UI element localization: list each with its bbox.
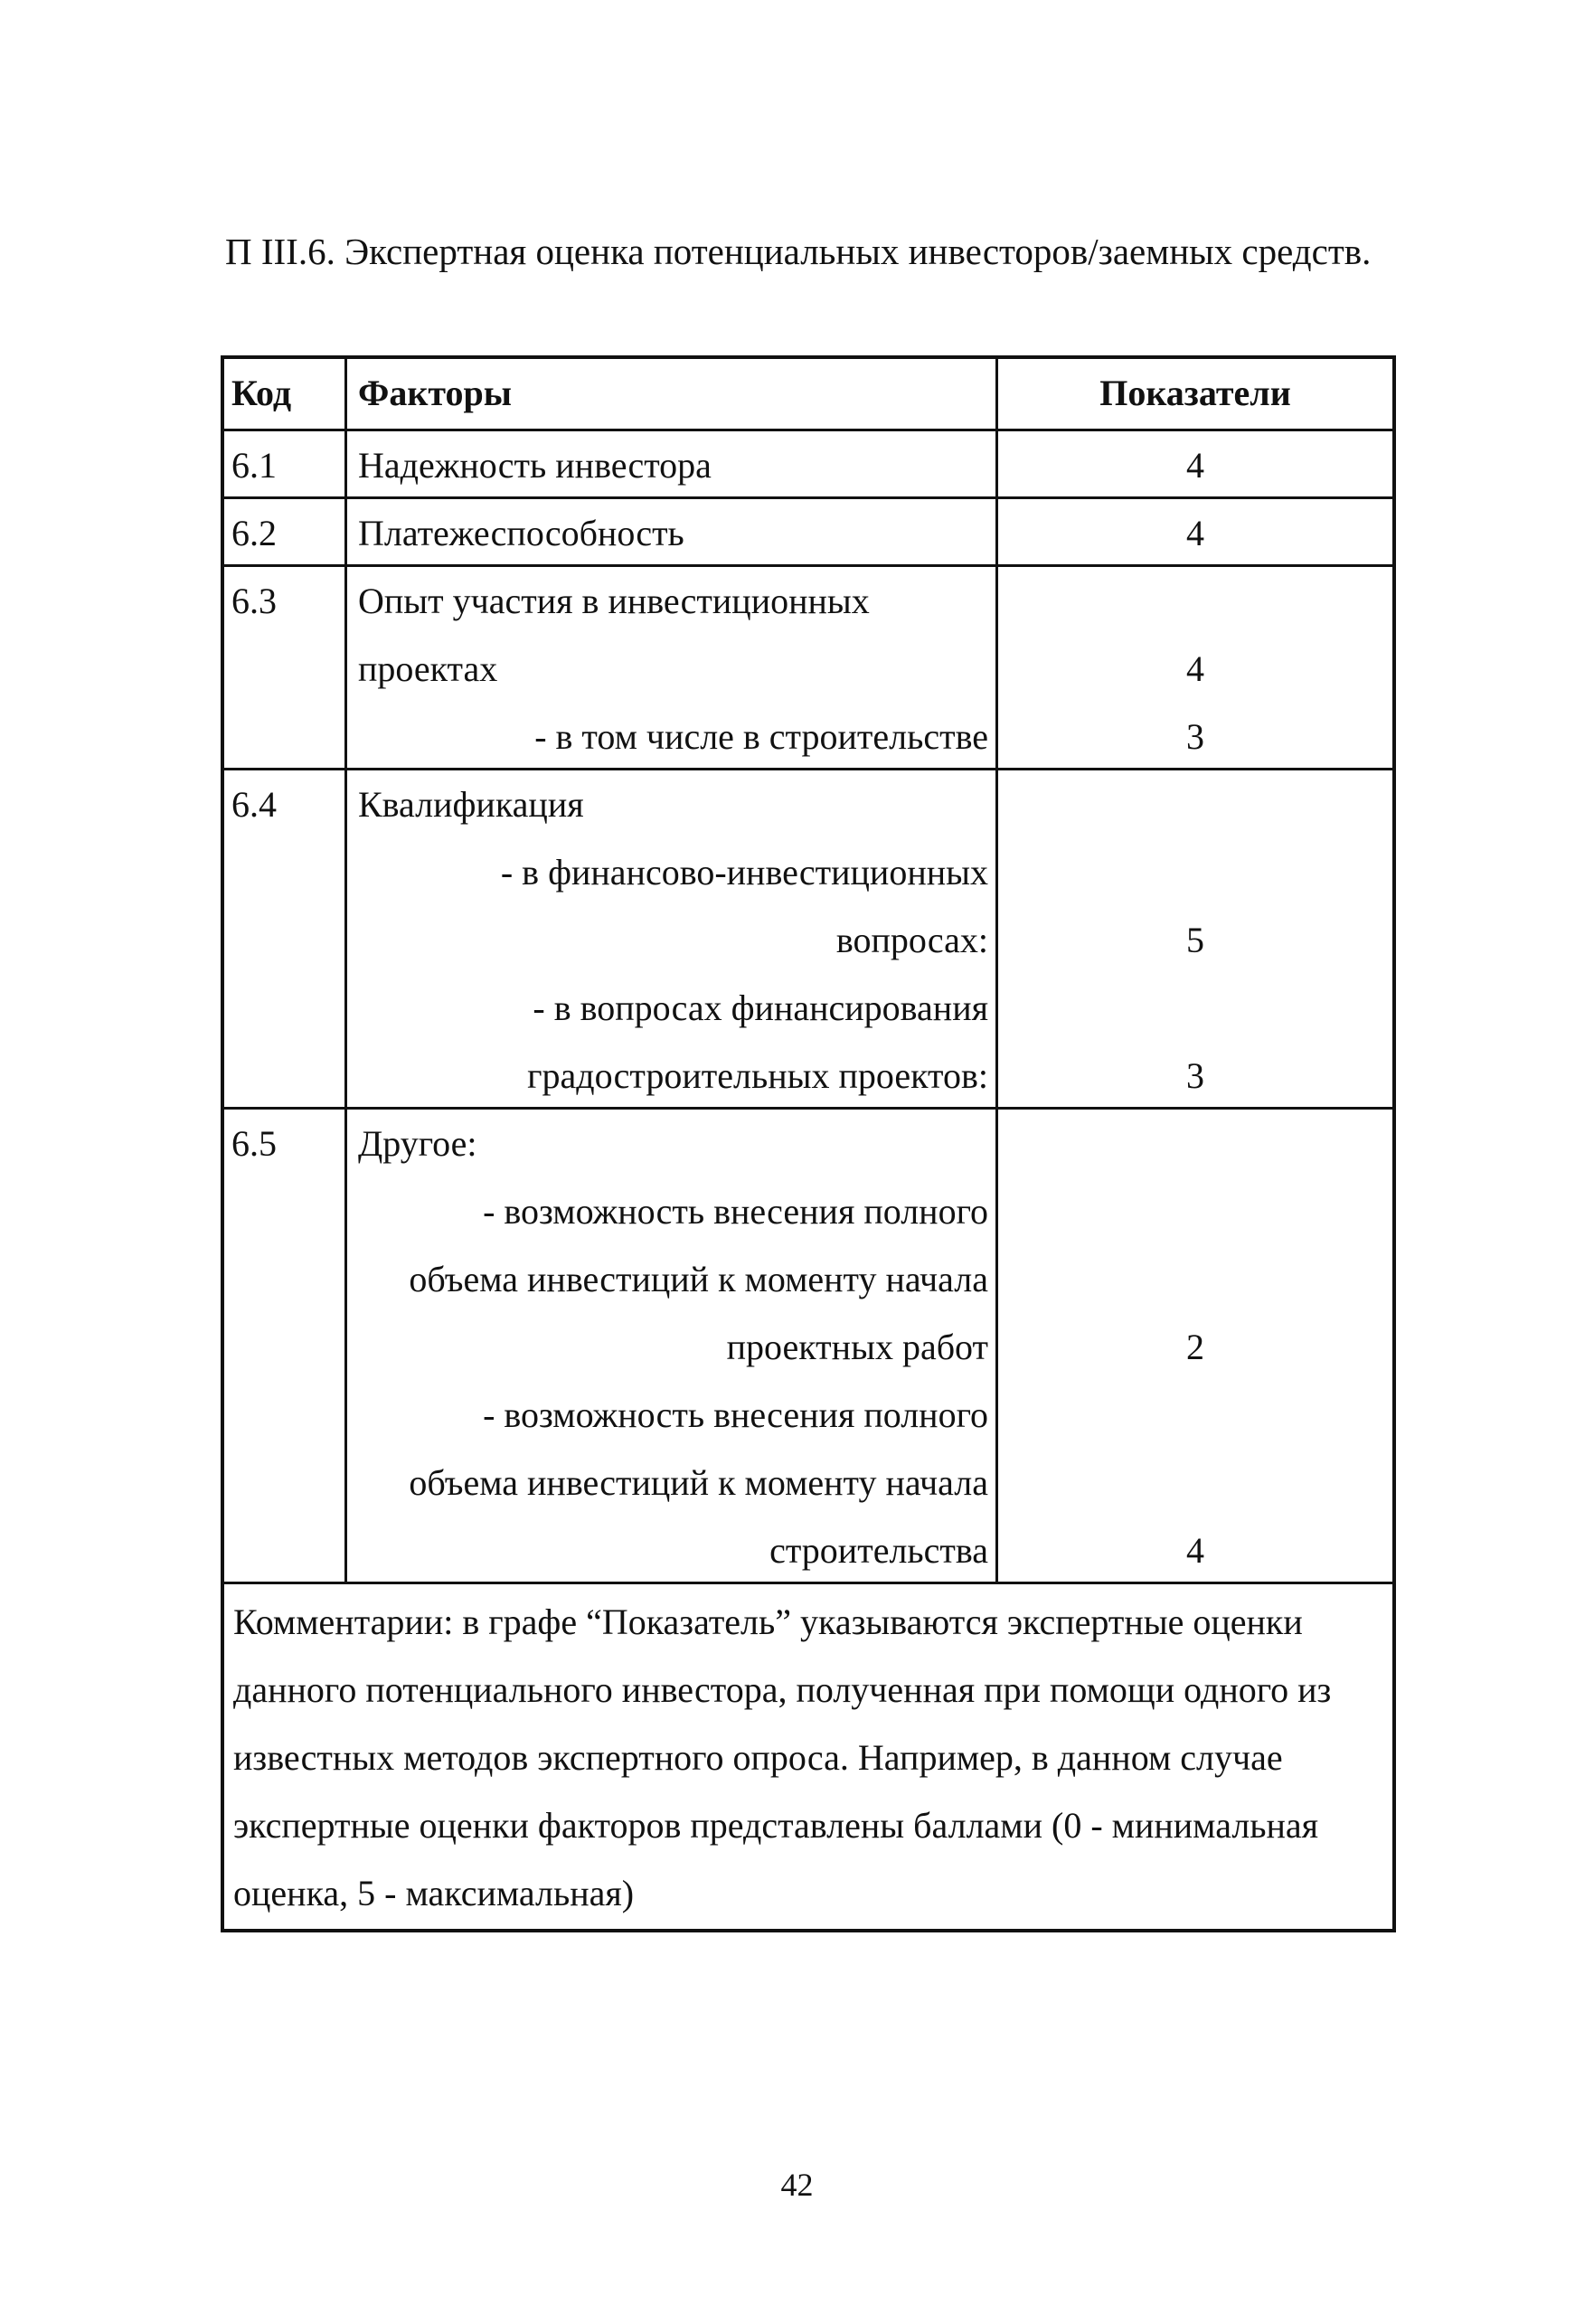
table-row	[224, 431, 1392, 499]
factor-line: Квалификация	[358, 784, 584, 825]
row-factor	[347, 770, 998, 1107]
factor-subline: строительства	[769, 1530, 988, 1571]
factor-subline: - возможность внесения полного	[483, 1394, 988, 1435]
factor-line: Опыт участия в инвестиционных	[358, 581, 870, 621]
score-value: 3	[1186, 716, 1204, 757]
factor-subline: - возможность внесения полного	[483, 1191, 988, 1232]
score-value	[998, 974, 1392, 1042]
table-row	[224, 770, 1392, 1110]
factor-subline: - в вопросах финансирования	[533, 987, 988, 1028]
comment-row	[224, 1584, 1392, 1929]
row-factor	[347, 567, 998, 768]
score-value: 2	[1186, 1327, 1204, 1367]
row-score	[998, 499, 1392, 564]
factor-subline: проектных работ	[726, 1327, 988, 1367]
comment-line: экспертные оценки факторов представлены баллами (0 - минимальная	[233, 1805, 1319, 1846]
score-value	[998, 1381, 1392, 1449]
comment-line: оценка, 5 - максимальная)	[233, 1873, 635, 1913]
score-value	[998, 838, 1392, 906]
score-value: 5	[1186, 920, 1204, 960]
factor-line: проектах	[358, 648, 498, 689]
table-row	[224, 567, 1392, 770]
factor-subline: градостроительных проектов:	[527, 1055, 988, 1096]
table-row	[224, 1110, 1392, 1584]
row-factor	[347, 431, 998, 496]
factor-subline: вопросах:	[835, 920, 988, 960]
investor-assessment-table	[221, 355, 1396, 1932]
factor-line: Другое:	[358, 1123, 477, 1164]
score-value: 4	[1186, 648, 1204, 689]
comment-line: Комментарии: в графе “Показатель” указываются экспертные оценки	[233, 1601, 1303, 1642]
score-value: 4	[1186, 1530, 1204, 1571]
factor-subline: - в том числе в строительстве	[534, 716, 988, 757]
score-value	[998, 1110, 1392, 1177]
page-title: П III.6. Экспертная оценка потенциальных инвесторов/заемных средств.	[225, 231, 1372, 272]
comment-line: известных методов экспертного опроса. Например, в данном случае	[233, 1737, 1283, 1778]
header-code: Код	[224, 359, 347, 429]
header-factors: Факторы	[347, 359, 998, 429]
row-factor	[347, 499, 998, 564]
row-code: 6.3	[224, 567, 347, 768]
comment-text	[224, 1584, 1392, 1929]
score-value: 3	[1186, 1055, 1204, 1096]
row-code: 6.2	[224, 499, 347, 564]
row-score	[998, 567, 1392, 768]
comment-line: данного потенциального инвестора, полученная при помощи одного из	[233, 1669, 1332, 1710]
score-value	[998, 770, 1392, 838]
score-value: 4	[1186, 445, 1204, 486]
score-value	[998, 1449, 1392, 1516]
row-factor	[347, 1110, 998, 1582]
page-number: 42	[780, 2167, 814, 2203]
score-value	[998, 567, 1392, 635]
header-scores: Показатели	[1099, 373, 1291, 413]
row-score	[998, 1110, 1392, 1582]
table-header-row	[224, 359, 1392, 431]
row-score	[998, 770, 1392, 1107]
row-score	[998, 431, 1392, 496]
factor-subline: - в финансово-инвестиционных	[500, 852, 988, 893]
table-row	[224, 499, 1392, 567]
factor-line: Платежеспособность	[358, 513, 684, 553]
score-value: 4	[1186, 513, 1204, 553]
factor-line: Надежность инвестора	[358, 445, 712, 486]
factor-subline: объема инвестиций к моменту начала	[409, 1462, 988, 1503]
row-code: 6.4	[224, 770, 347, 1107]
row-code: 6.1	[224, 431, 347, 496]
score-value	[998, 1245, 1392, 1313]
score-value	[998, 1177, 1392, 1245]
factor-subline: объема инвестиций к моменту начала	[409, 1259, 988, 1299]
row-code: 6.5	[224, 1110, 347, 1582]
